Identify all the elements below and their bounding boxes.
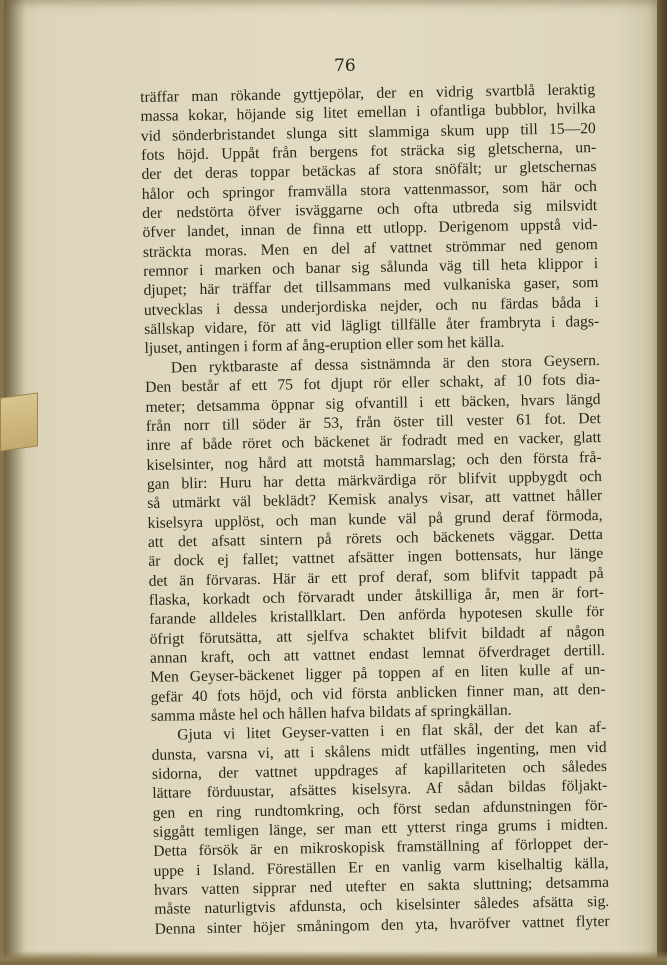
text-line: gen en ring rundtomkring, och först sedan afdunstningen för- bbox=[152, 796, 608, 822]
text-line: Men Geyser-bäckenet ligger på toppen af en liten kulle af un- bbox=[150, 661, 606, 687]
text-line: från norr till söder är 53, från öster till vester 61 fot. Det bbox=[145, 409, 601, 435]
text-line: ljuset, antingen i form af ång-eruption eller som het källa. bbox=[144, 334, 505, 358]
text-line: inre af både röret och bäckenet är fodradt med en vacker, glatt bbox=[146, 429, 602, 455]
text-line: samma måste hel och hållen hafva bildats af springkällan. bbox=[150, 701, 512, 725]
page-edge-right bbox=[657, 0, 667, 965]
text-line: lättare förduustar, afsättes kiselsyra. Af sådan bildas följakt- bbox=[152, 777, 608, 803]
text-line: kiselsinter, nog hård att motstå hammarslag; och den första frå- bbox=[146, 448, 602, 474]
text-line: Gjuta vi litet Geyser-vatten i en flat skål, der det kan af- bbox=[177, 719, 607, 744]
text-line: Den ryktbaraste af dessa sistnämnda är den stora Geysern. bbox=[170, 351, 600, 377]
text-line: Denna sinter höjer småningom den yta, hvaröfver vattnet flyter bbox=[154, 912, 610, 938]
text-line: hvars vatten sipprar ned utefter en sakta sluttning; detsamma bbox=[153, 874, 610, 899]
spine-shadow bbox=[4, 0, 26, 965]
text-line: gefär 40 fots höjd, och vid första anblicken finner man, att den- bbox=[150, 680, 606, 706]
text-line: uppe i Island. Föreställen Er en vanlig varm kiselhaltig källa, bbox=[153, 854, 609, 880]
text-line: att det afsatt sintern på rörets och bäckenets väggar. Detta bbox=[147, 525, 604, 551]
text-line: djupet; här träffar det tillsammans med vulkaniska gaser, som bbox=[143, 274, 599, 300]
text-line: siggått temligen länge, ser man ett ytterst ringa grums i midten. bbox=[152, 816, 609, 841]
text-line: kiselsyra upplöst, och man kunde väl på grund deraf förmoda, bbox=[147, 506, 603, 532]
text-line: vid sönderbristandet slunga sitt slammiga skum upp till 15—20 bbox=[140, 119, 596, 145]
text-line: remnor i marken och banar sig sålunda väg till heta klippor i bbox=[143, 255, 599, 281]
body-text bbox=[140, 80, 610, 939]
page-edge-bottom bbox=[0, 951, 667, 965]
text-line: öfver landet, innan de finna ett utlopp. Derigenom uppstå vid- bbox=[142, 216, 598, 242]
text-line: sträckta moras. Men en del af vattnet strömmar ned genom bbox=[142, 235, 598, 261]
text-line: massa kokar, höjande sig litet emellan i ofantliga bubblor, hvilka bbox=[140, 100, 596, 126]
paper-tab-marker bbox=[0, 392, 38, 451]
text-line: måste naturligtvis afdunsta, och kiselsinter således afsätta sig. bbox=[154, 893, 610, 919]
text-line: dunsta, varsna vi, att i skålens midt utfälles ingenting, men vid bbox=[151, 738, 607, 764]
text-line: det än förvaras. Här är ett prof deraf, som blifvit tappadt på bbox=[148, 564, 604, 590]
text-line: annan kraft, och att vattnet endast lemnat öfverdraget dertill. bbox=[149, 641, 606, 667]
text-line: hålor och springor framvälla stora vattenmassor, som här och bbox=[141, 177, 597, 203]
text-line: Detta försök är en mikroskopisk framställning af förloppet der- bbox=[153, 835, 609, 861]
text-line: gan blir: Huru har detta märkvärdiga rör blifvit uppbygdt och bbox=[146, 467, 602, 493]
text-line: flaska, korkadt och förvaradt under åtskilliga år, men är fort- bbox=[148, 583, 605, 609]
text-line: är dock ej fallet; vattnet afsätter ingen bottensats, hur länge bbox=[148, 545, 604, 571]
text-line: der det deras toppar betäckas af stora snöfält; ur gletschernas bbox=[141, 158, 597, 184]
text-line: der nedstörta öfver isväggarne och ofta utbreda sig milsvidt bbox=[142, 197, 598, 223]
text-line: utvecklas i dessa underjordiska nejder, och nu färdas båda i bbox=[143, 293, 599, 319]
text-line: öfrigt förutsätta, att sjelfva schaktet blifvit bildadt af någon bbox=[149, 622, 605, 648]
text-line: farande alldeles kristallklart. Den anförda hypotesen skulle för bbox=[149, 603, 605, 629]
text-line: Den består af ett 75 fot djupt rör eller schakt, af 10 fots dia- bbox=[145, 371, 601, 397]
text-line: fots höjd. Uppåt från bergens fot sträcka sig gletscherna, un- bbox=[141, 139, 597, 165]
text-line: meter; detsamma öppnar sig ofvantill i ett bäcken, hvars längd bbox=[145, 390, 601, 416]
text-line: sällskap vidare, för att vid lägligt tillfälle åter frambryta i dags- bbox=[144, 313, 600, 339]
text-line: sidorna, der vattnet uppdrages af kapillariteten och således bbox=[151, 757, 608, 783]
text-line: så utmärkt väl beklädt? Kemisk analys visar, att vattnet håller bbox=[147, 487, 603, 513]
book-page bbox=[4, 0, 658, 965]
text-line: träffar man rökande gyttjepölar, der en vidrig svartblå leraktig bbox=[140, 81, 596, 106]
page-number: 76 bbox=[334, 56, 356, 76]
